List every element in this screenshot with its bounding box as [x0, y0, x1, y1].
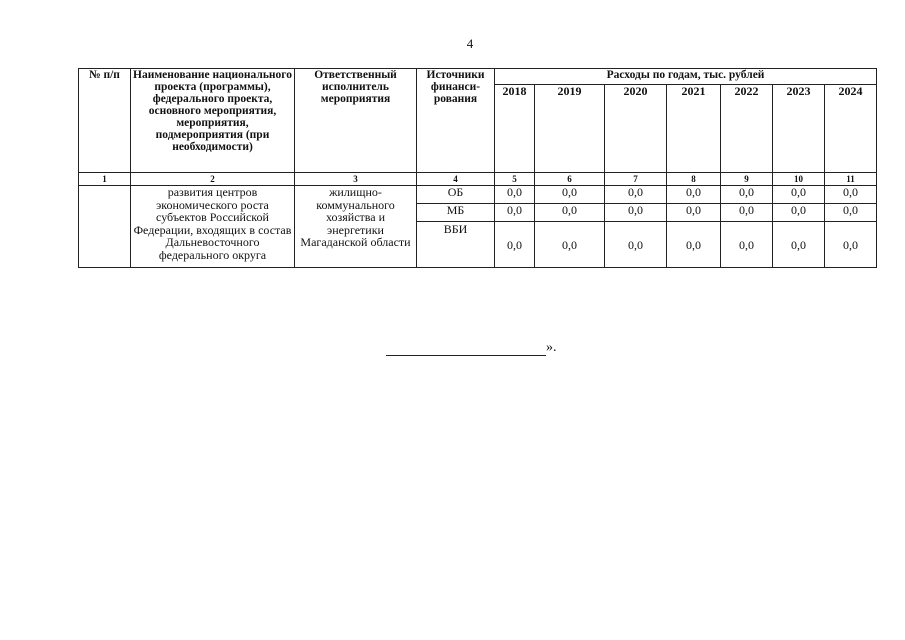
column-number: 3 — [295, 173, 417, 186]
header-year: 2022 — [721, 85, 773, 173]
value-cell: 0,0 — [773, 204, 825, 222]
column-number-row — [79, 173, 877, 186]
value-cell: 0,0 — [773, 186, 825, 204]
signature-line — [386, 341, 546, 356]
table-row — [79, 186, 877, 204]
value-cell: 0,0 — [721, 222, 773, 268]
header-year: 2019 — [535, 85, 605, 173]
value-cell: 0,0 — [773, 222, 825, 268]
column-number: 1 — [79, 173, 131, 186]
header-year: 2020 — [605, 85, 667, 173]
header-year: 2021 — [667, 85, 721, 173]
value-cell: 0,0 — [667, 204, 721, 222]
column-number: 4 — [417, 173, 495, 186]
source-label: МБ — [417, 204, 495, 222]
value-cell: 0,0 — [535, 222, 605, 268]
column-number: 2 — [131, 173, 295, 186]
value-cell: 0,0 — [495, 222, 535, 268]
header-name: Наименование национального проекта (программы), федерального проекта, основного мероприятия, мероприятия, подмероприятия (при необходимости) — [131, 69, 295, 173]
value-cell: 0,0 — [535, 186, 605, 204]
value-cell: 0,0 — [535, 204, 605, 222]
header-year: 2024 — [825, 85, 877, 173]
page-number: 4 — [466, 36, 474, 51]
value-cell: 0,0 — [605, 186, 667, 204]
value-cell: 0,0 — [825, 222, 877, 268]
column-number: 5 — [495, 173, 535, 186]
source-label: ОБ — [417, 186, 495, 204]
value-cell: 0,0 — [495, 204, 535, 222]
value-cell: 0,0 — [667, 186, 721, 204]
source-label: ВБИ — [417, 222, 495, 268]
column-number: 10 — [773, 173, 825, 186]
value-cell: 0,0 — [721, 186, 773, 204]
value-cell: 0,0 — [667, 222, 721, 268]
value-cell: 0,0 — [605, 204, 667, 222]
row-num-cell — [79, 186, 131, 268]
header-year: 2023 — [773, 85, 825, 173]
value-cell: 0,0 — [825, 186, 877, 204]
column-number: 9 — [721, 173, 773, 186]
value-cell: 0,0 — [721, 204, 773, 222]
closing-line — [386, 340, 586, 356]
header-num: № п/п — [79, 69, 131, 173]
column-number: 11 — [825, 173, 877, 186]
header-source: Источники финанси-рования — [417, 69, 495, 173]
value-cell: 0,0 — [605, 222, 667, 268]
header-year: 2018 — [495, 85, 535, 173]
row-name-cell: развития центров экономического роста субъектов Российской Федерации, входящих в состав Дальневосточного федерального округа — [131, 186, 295, 268]
header-responsible: Ответственный исполнитель мероприятия — [295, 69, 417, 173]
header-expenses: Расходы по годам, тыс. рублей — [495, 69, 877, 85]
column-number: 8 — [667, 173, 721, 186]
row-responsible-cell: жилищно-коммунального хозяйства и энергетики Магаданской области — [295, 186, 417, 268]
value-cell: 0,0 — [825, 204, 877, 222]
budget-table — [78, 68, 877, 268]
value-cell: 0,0 — [495, 186, 535, 204]
closing-mark: ». — [546, 340, 557, 355]
column-number: 7 — [605, 173, 667, 186]
column-number: 6 — [535, 173, 605, 186]
